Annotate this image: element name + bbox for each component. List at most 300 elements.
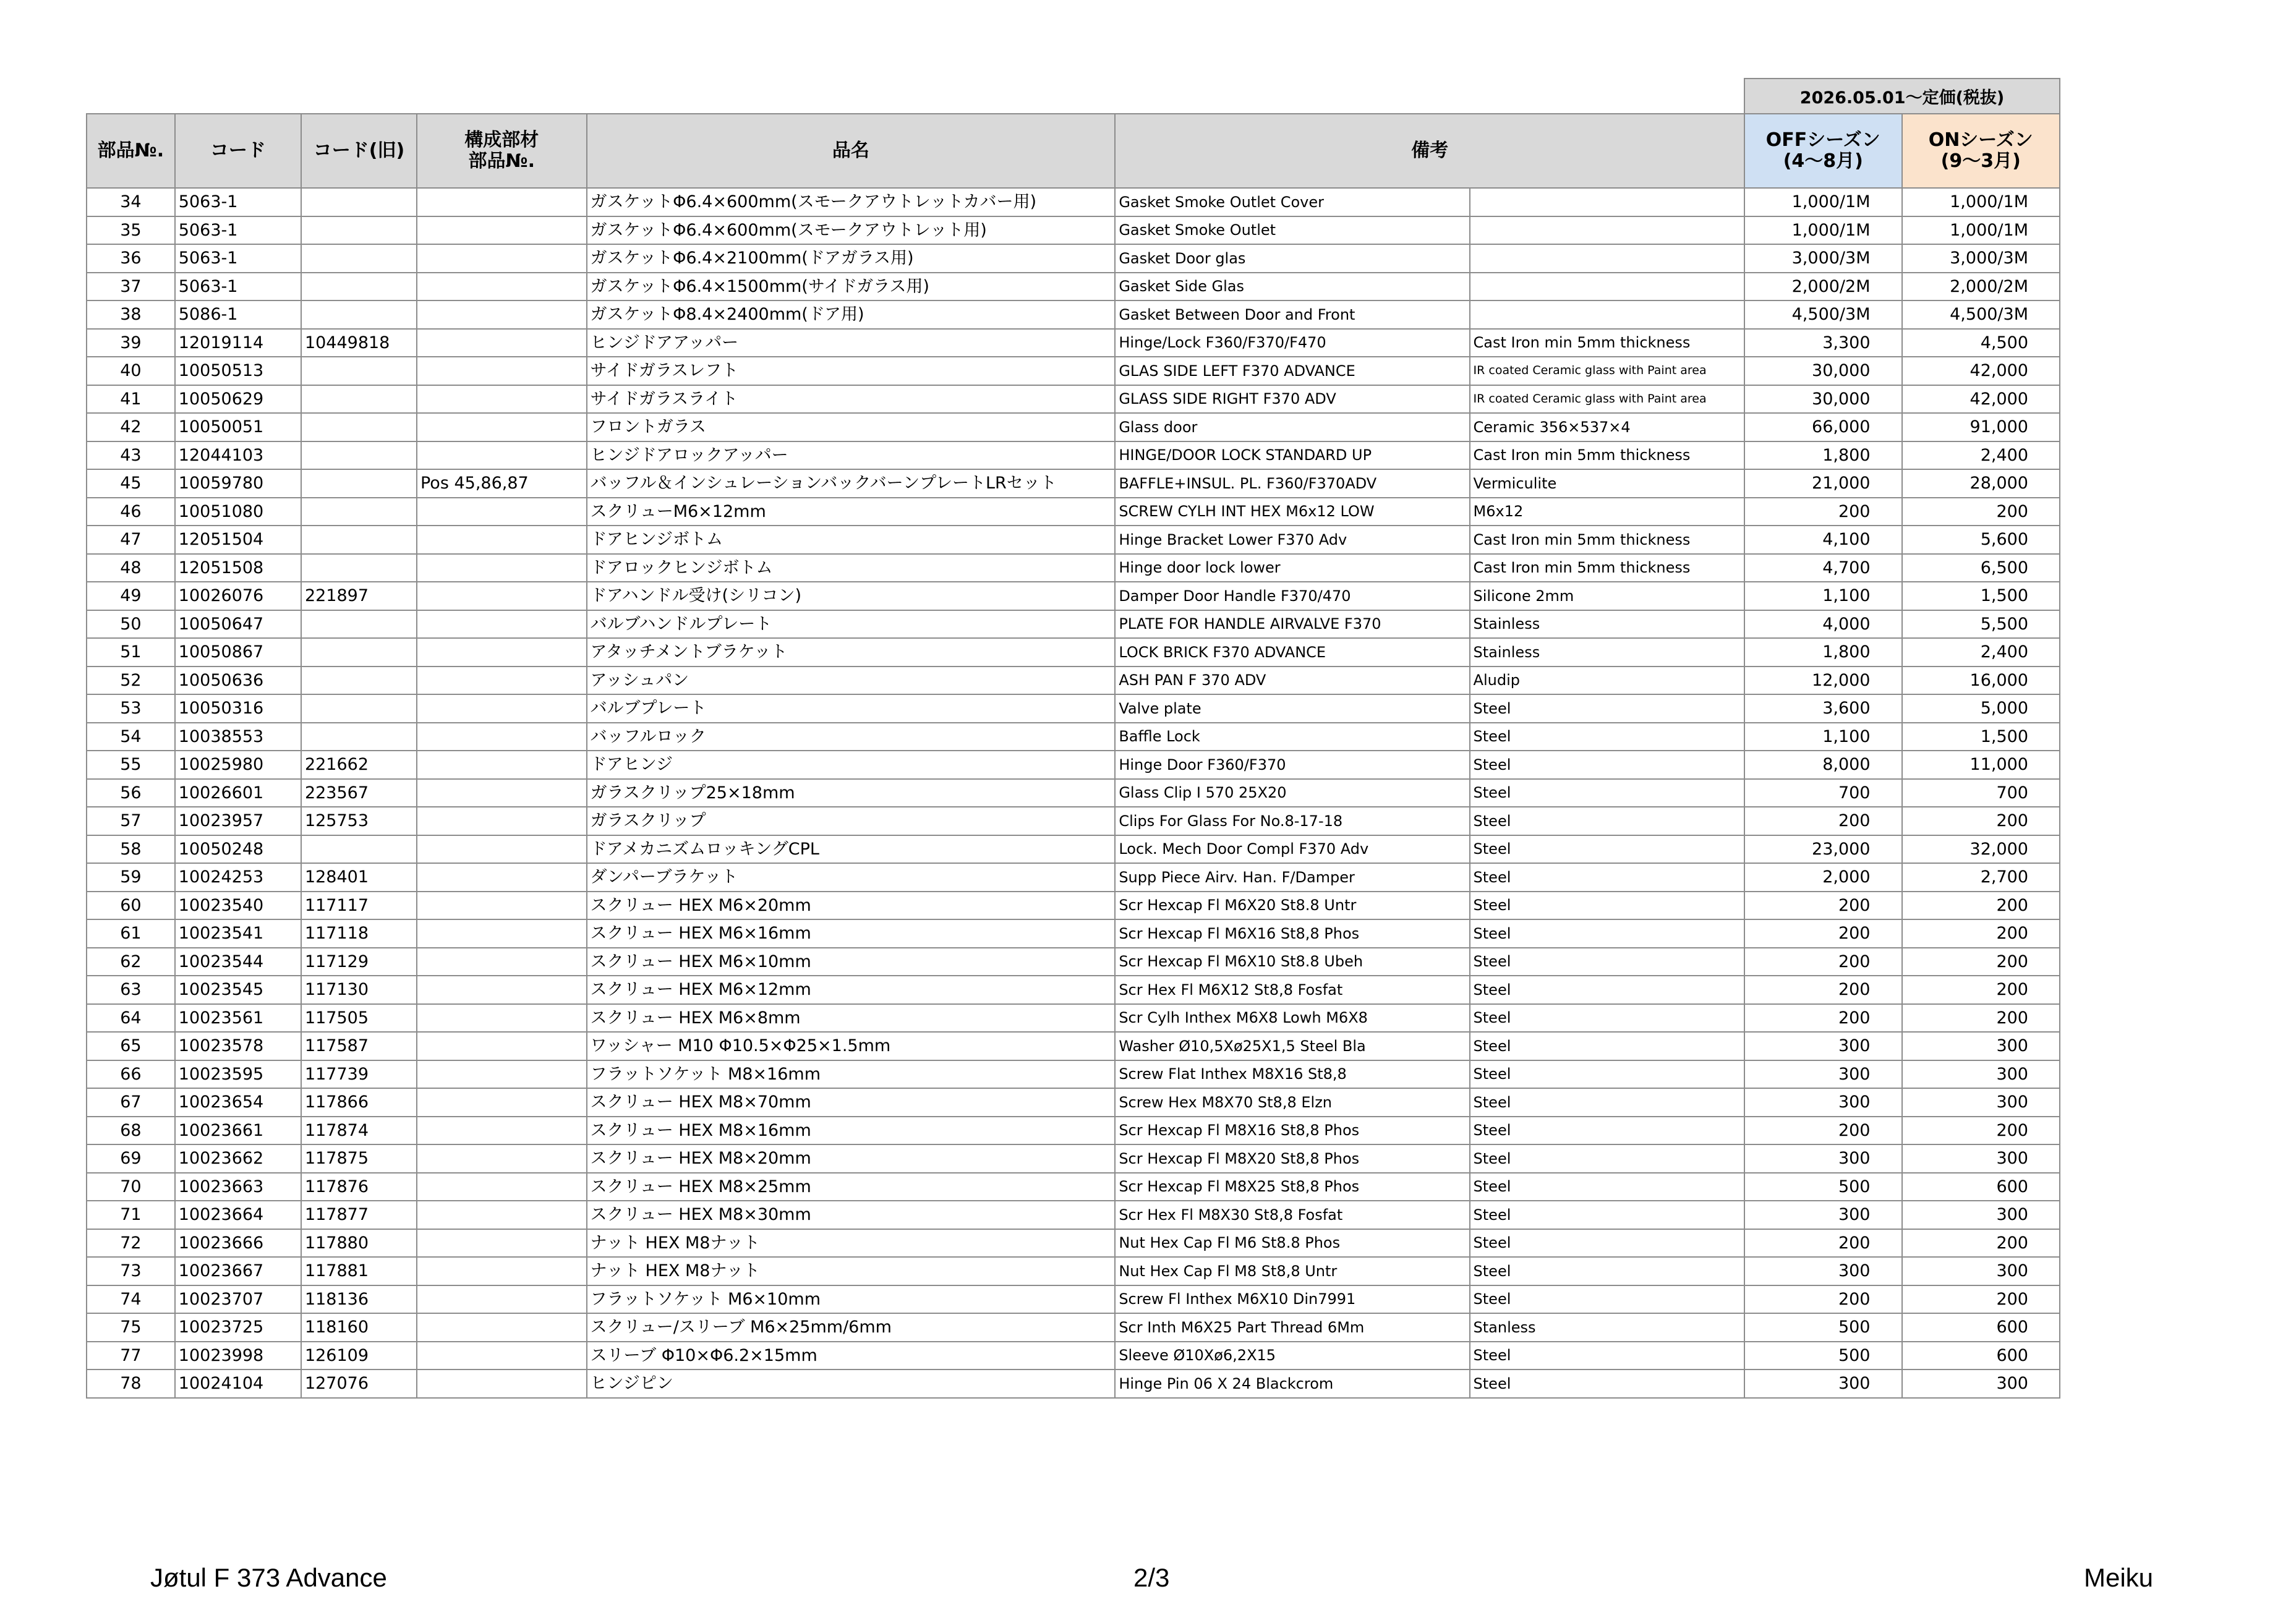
cell-on-season-price: 32,000 (1902, 835, 2060, 864)
cell-off-season-price: 200 (1744, 1117, 1901, 1145)
cell-code-old: 127076 (301, 1370, 417, 1398)
cell-part-no: 40 (87, 357, 175, 385)
cell-name: ドアヒンジボトム (587, 526, 1116, 554)
cell-material-note: Steel (1470, 1032, 1745, 1060)
table-row (87, 469, 2060, 498)
cell-english-name: Glass Clip I 570 25X20 (1115, 779, 1469, 807)
cell-off-season-price: 300 (1744, 1032, 1901, 1060)
cell-on-season-price: 200 (1902, 1285, 2060, 1314)
cell-off-season-price: 12,000 (1744, 667, 1901, 695)
col-on-line2: (9～3月) (1940, 150, 2021, 172)
table-row (87, 498, 2060, 526)
cell-component (417, 919, 587, 948)
cell-on-season-price: 200 (1902, 1004, 2060, 1033)
cell-name: ダンパーブラケット (587, 863, 1116, 892)
cell-code-old: 117866 (301, 1088, 417, 1117)
cell-code: 10023667 (175, 1257, 301, 1285)
cell-name: ドアメカニズムロッキングCPL (587, 835, 1116, 864)
cell-material-note: Steel (1470, 694, 1745, 723)
cell-material-note: Steel (1470, 1173, 1745, 1201)
cell-code-old (301, 498, 417, 526)
cell-english-name: Gasket Smoke Outlet Cover (1115, 188, 1469, 216)
cell-off-season-price: 300 (1744, 1370, 1901, 1398)
cell-component (417, 723, 587, 751)
cell-component (417, 1370, 587, 1398)
cell-component (417, 1342, 587, 1370)
cell-material-note: Steel (1470, 976, 1745, 1004)
cell-material-note: Ceramic 356×537×4 (1470, 413, 1745, 441)
col-part-no: 部品№. (87, 114, 175, 188)
cell-code-old: 117876 (301, 1173, 417, 1201)
cell-off-season-price: 1,100 (1744, 723, 1901, 751)
cell-code: 10050636 (175, 667, 301, 695)
cell-code: 10023544 (175, 948, 301, 976)
cell-off-season-price: 300 (1744, 1144, 1901, 1173)
table-row (87, 1088, 2060, 1117)
cell-english-name: SCREW CYLH INT HEX M6x12 LOW (1115, 498, 1469, 526)
cell-code: 10023725 (175, 1313, 301, 1342)
table-row (87, 835, 2060, 864)
cell-on-season-price: 1,000/1M (1902, 188, 2060, 216)
cell-component (417, 357, 587, 385)
cell-part-no: 67 (87, 1088, 175, 1117)
cell-english-name: Damper Door Handle F370/470 (1115, 582, 1469, 610)
cell-english-name: Scr Hexcap Fl M8X16 St8,8 Phos (1115, 1117, 1469, 1145)
cell-name: ドアヒンジ (587, 751, 1116, 779)
cell-code: 10023541 (175, 919, 301, 948)
cell-on-season-price: 16,000 (1902, 667, 2060, 695)
cell-code-old (301, 469, 417, 498)
cell-on-season-price: 2,400 (1902, 638, 2060, 667)
cell-component (417, 385, 587, 414)
cell-english-name: Hinge door lock lower (1115, 554, 1469, 582)
cell-code: 10023663 (175, 1173, 301, 1201)
cell-on-season-price: 2,400 (1902, 441, 2060, 470)
cell-off-season-price: 200 (1744, 919, 1901, 948)
cell-on-season-price: 300 (1902, 1370, 2060, 1398)
cell-on-season-price: 91,000 (1902, 413, 2060, 441)
header-spacer (87, 79, 1744, 114)
cell-on-season-price: 200 (1902, 1117, 2060, 1145)
cell-component (417, 610, 587, 639)
cell-name: スクリュー HEX M8×30mm (587, 1201, 1116, 1229)
col-on-season (1902, 114, 2060, 188)
cell-material-note: Steel (1470, 807, 1745, 835)
cell-material-note: Steel (1470, 1201, 1745, 1229)
cell-material-note: Steel (1470, 1229, 1745, 1258)
cell-code-old: 117118 (301, 919, 417, 948)
cell-english-name: Baffle Lock (1115, 723, 1469, 751)
cell-on-season-price: 200 (1902, 807, 2060, 835)
cell-component (417, 638, 587, 667)
cell-material-note (1470, 216, 1745, 245)
cell-material-note: Steel (1470, 1004, 1745, 1033)
cell-component (417, 779, 587, 807)
cell-off-season-price: 200 (1744, 892, 1901, 920)
cell-name: スリーブ Φ10×Φ6.2×15mm (587, 1342, 1116, 1370)
cell-part-no: 59 (87, 863, 175, 892)
cell-code: 10024104 (175, 1370, 301, 1398)
table-body (87, 188, 2060, 1398)
cell-name: ガスケットΦ8.4×2400mm(ドア用) (587, 300, 1116, 329)
cell-material-note: Steel (1470, 919, 1745, 948)
cell-off-season-price: 1,000/1M (1744, 188, 1901, 216)
cell-component (417, 892, 587, 920)
cell-on-season-price: 200 (1902, 1229, 2060, 1258)
cell-code: 12044103 (175, 441, 301, 470)
cell-code: 10023707 (175, 1285, 301, 1314)
cell-name: ドアハンドル受け(シリコン) (587, 582, 1116, 610)
cell-code-old (301, 667, 417, 695)
cell-name: フラットソケット M8×16mm (587, 1060, 1116, 1089)
cell-code: 10024253 (175, 863, 301, 892)
cell-on-season-price: 28,000 (1902, 469, 2060, 498)
cell-name: アッシュパン (587, 667, 1116, 695)
cell-material-note: Steel (1470, 1257, 1745, 1285)
cell-material-note (1470, 273, 1745, 301)
cell-component (417, 498, 587, 526)
cell-code: 10050629 (175, 385, 301, 414)
cell-code-old: 117739 (301, 1060, 417, 1089)
cell-component (417, 1004, 587, 1033)
cell-on-season-price: 600 (1902, 1173, 2060, 1201)
cell-material-note: Stainless (1470, 610, 1745, 639)
cell-on-season-price: 2,000/2M (1902, 273, 2060, 301)
cell-part-no: 36 (87, 244, 175, 273)
cell-off-season-price: 200 (1744, 1004, 1901, 1033)
cell-off-season-price: 4,700 (1744, 554, 1901, 582)
cell-part-no: 71 (87, 1201, 175, 1229)
cell-english-name: Nut Hex Cap Fl M8 St8,8 Untr (1115, 1257, 1469, 1285)
price-period-header: 2026.05.01～定価(税抜) (1744, 79, 2060, 114)
cell-english-name: Washer Ø10,5Xø25X1,5 Steel Bla (1115, 1032, 1469, 1060)
cell-code: 10023561 (175, 1004, 301, 1033)
cell-part-no: 34 (87, 188, 175, 216)
cell-code-old: 117877 (301, 1201, 417, 1229)
cell-material-note: Steel (1470, 892, 1745, 920)
cell-on-season-price: 200 (1902, 498, 2060, 526)
cell-code: 10023666 (175, 1229, 301, 1258)
cell-code-old: 117874 (301, 1117, 417, 1145)
cell-english-name: Scr Hexcap Fl M6X20 St8.8 Untr (1115, 892, 1469, 920)
cell-material-note: Stainless (1470, 638, 1745, 667)
cell-code: 5063-1 (175, 216, 301, 245)
table-row (87, 329, 2060, 357)
cell-code: 10026601 (175, 779, 301, 807)
cell-component (417, 1257, 587, 1285)
table-row (87, 526, 2060, 554)
cell-code: 10026076 (175, 582, 301, 610)
cell-off-season-price: 1,800 (1744, 441, 1901, 470)
cell-component (417, 1229, 587, 1258)
cell-part-no: 73 (87, 1257, 175, 1285)
cell-code-old: 125753 (301, 807, 417, 835)
cell-code-old (301, 610, 417, 639)
table-row (87, 1173, 2060, 1201)
cell-on-season-price: 700 (1902, 779, 2060, 807)
cell-part-no: 69 (87, 1144, 175, 1173)
cell-material-note: Steel (1470, 948, 1745, 976)
cell-material-note: M6x12 (1470, 498, 1745, 526)
cell-component (417, 582, 587, 610)
cell-name: スクリュー HEX M8×70mm (587, 1088, 1116, 1117)
table-row (87, 694, 2060, 723)
table-row (87, 1004, 2060, 1033)
cell-code-old: 126109 (301, 1342, 417, 1370)
table-row (87, 244, 2060, 273)
cell-name: スクリュー HEX M8×25mm (587, 1173, 1116, 1201)
cell-off-season-price: 8,000 (1744, 751, 1901, 779)
cell-off-season-price: 300 (1744, 1257, 1901, 1285)
cell-name: バルブプレート (587, 694, 1116, 723)
cell-name: ドアロックヒンジボトム (587, 554, 1116, 582)
cell-off-season-price: 500 (1744, 1342, 1901, 1370)
cell-component (417, 1032, 587, 1060)
cell-code-old (301, 694, 417, 723)
cell-name: ヒンジドアアッパー (587, 329, 1116, 357)
cell-name: スクリュー HEX M6×12mm (587, 976, 1116, 1004)
cell-code-old (301, 638, 417, 667)
cell-english-name: Scr Hexcap Fl M8X25 St8,8 Phos (1115, 1173, 1469, 1201)
col-remarks: 備考 (1115, 114, 1744, 188)
cell-material-note: Stanless (1470, 1313, 1745, 1342)
table-row (87, 1144, 2060, 1173)
cell-code-old (301, 244, 417, 273)
cell-english-name: Hinge/Lock F360/F370/F470 (1115, 329, 1469, 357)
cell-part-no: 66 (87, 1060, 175, 1089)
cell-code: 10050647 (175, 610, 301, 639)
cell-code-old (301, 385, 417, 414)
cell-on-season-price: 5,500 (1902, 610, 2060, 639)
cell-on-season-price: 300 (1902, 1032, 2060, 1060)
cell-name: ヒンジドアロックアッパー (587, 441, 1116, 470)
cell-part-no: 61 (87, 919, 175, 948)
cell-part-no: 42 (87, 413, 175, 441)
cell-part-no: 41 (87, 385, 175, 414)
footer-author: Meiku (2084, 1563, 2154, 1592)
cell-off-season-price: 4,100 (1744, 526, 1901, 554)
cell-code: 5063-1 (175, 188, 301, 216)
cell-code: 10023998 (175, 1342, 301, 1370)
cell-part-no: 77 (87, 1342, 175, 1370)
table-row (87, 1117, 2060, 1145)
cell-code-old: 118136 (301, 1285, 417, 1314)
cell-part-no: 47 (87, 526, 175, 554)
table-row (87, 779, 2060, 807)
cell-on-season-price: 2,700 (1902, 863, 2060, 892)
table-row (87, 554, 2060, 582)
cell-code: 10023661 (175, 1117, 301, 1145)
cell-part-no: 54 (87, 723, 175, 751)
cell-code-old (301, 216, 417, 245)
table-row (87, 751, 2060, 779)
cell-name: スクリュー HEX M8×16mm (587, 1117, 1116, 1145)
cell-component (417, 1060, 587, 1089)
cell-part-no: 70 (87, 1173, 175, 1201)
cell-name: フラットソケット M6×10mm (587, 1285, 1116, 1314)
cell-off-season-price: 300 (1744, 1060, 1901, 1089)
cell-part-no: 68 (87, 1117, 175, 1145)
cell-material-note: Steel (1470, 1144, 1745, 1173)
cell-on-season-price: 4,500/3M (1902, 300, 2060, 329)
cell-code-old (301, 723, 417, 751)
cell-code: 10038553 (175, 723, 301, 751)
cell-code-old: 117881 (301, 1257, 417, 1285)
cell-name: アタッチメントブラケット (587, 638, 1116, 667)
cell-off-season-price: 2,000/2M (1744, 273, 1901, 301)
cell-material-note (1470, 244, 1745, 273)
column-header-row (87, 114, 2060, 188)
cell-part-no: 49 (87, 582, 175, 610)
cell-material-note: Steel (1470, 779, 1745, 807)
cell-english-name: Gasket Side Glas (1115, 273, 1469, 301)
cell-code-old: 221897 (301, 582, 417, 610)
table-row (87, 300, 2060, 329)
cell-code: 12051508 (175, 554, 301, 582)
cell-component (417, 694, 587, 723)
cell-code: 10023545 (175, 976, 301, 1004)
cell-on-season-price: 200 (1902, 892, 2060, 920)
cell-component (417, 948, 587, 976)
cell-off-season-price: 500 (1744, 1313, 1901, 1342)
cell-name: ナット HEX M8ナット (587, 1229, 1116, 1258)
cell-on-season-price: 200 (1902, 948, 2060, 976)
col-code: コード (175, 114, 301, 188)
cell-on-season-price: 42,000 (1902, 357, 2060, 385)
cell-part-no: 65 (87, 1032, 175, 1060)
cell-english-name: Scr Inth M6X25 Part Thread 6Mm (1115, 1313, 1469, 1342)
table-row (87, 1257, 2060, 1285)
cell-name: スクリュー HEX M8×20mm (587, 1144, 1116, 1173)
cell-component (417, 1117, 587, 1145)
cell-english-name: Scr Hex Fl M6X12 St8,8 Fosfat (1115, 976, 1469, 1004)
col-off-line2: (4～8月) (1783, 150, 1863, 172)
cell-part-no: 46 (87, 498, 175, 526)
cell-material-note: Steel (1470, 1342, 1745, 1370)
table-row (87, 413, 2060, 441)
cell-english-name: BAFFLE+INSUL. PL. F360/F370ADV (1115, 469, 1469, 498)
cell-off-season-price: 500 (1744, 1173, 1901, 1201)
cell-material-note: Steel (1470, 1370, 1745, 1398)
cell-off-season-price: 21,000 (1744, 469, 1901, 498)
cell-part-no: 64 (87, 1004, 175, 1033)
table-row (87, 1285, 2060, 1314)
cell-on-season-price: 600 (1902, 1342, 2060, 1370)
cell-name: バルブハンドルプレート (587, 610, 1116, 639)
cell-material-note: IR coated Ceramic glass with Paint area (1470, 385, 1745, 414)
cell-code: 12051504 (175, 526, 301, 554)
cell-component (417, 863, 587, 892)
cell-name: ガスケットΦ6.4×600mm(スモークアウトレットカバー用) (587, 188, 1116, 216)
col-off-line1: OFFシーズン (1765, 129, 1880, 151)
cell-name: ナット HEX M8ナット (587, 1257, 1116, 1285)
cell-code-old (301, 273, 417, 301)
cell-off-season-price: 200 (1744, 498, 1901, 526)
cell-code: 5063-1 (175, 244, 301, 273)
cell-code-old: 223567 (301, 779, 417, 807)
cell-on-season-price: 42,000 (1902, 385, 2060, 414)
cell-component (417, 329, 587, 357)
cell-name: ガラスクリップ25×18mm (587, 779, 1116, 807)
cell-part-no: 63 (87, 976, 175, 1004)
table-row (87, 667, 2060, 695)
cell-code-old: 10449818 (301, 329, 417, 357)
cell-on-season-price: 300 (1902, 1144, 2060, 1173)
cell-component (417, 1201, 587, 1229)
col-name: 品名 (587, 114, 1116, 188)
cell-on-season-price: 3,000/3M (1902, 244, 2060, 273)
cell-part-no: 58 (87, 835, 175, 864)
cell-name: スクリュー HEX M6×20mm (587, 892, 1116, 920)
cell-on-season-price: 200 (1902, 919, 2060, 948)
cell-on-season-price: 600 (1902, 1313, 2060, 1342)
cell-code-old: 221662 (301, 751, 417, 779)
cell-code: 10023595 (175, 1060, 301, 1089)
cell-code-old (301, 413, 417, 441)
cell-on-season-price: 4,500 (1902, 329, 2060, 357)
cell-off-season-price: 200 (1744, 1285, 1901, 1314)
cell-english-name: Scr Hexcap Fl M6X10 St8.8 Ubeh (1115, 948, 1469, 976)
cell-off-season-price: 3,600 (1744, 694, 1901, 723)
cell-code-old: 117880 (301, 1229, 417, 1258)
cell-english-name: Gasket Door glas (1115, 244, 1469, 273)
cell-component (417, 1173, 587, 1201)
cell-code-old: 117875 (301, 1144, 417, 1173)
cell-part-no: 43 (87, 441, 175, 470)
cell-material-note: Cast Iron min 5mm thickness (1470, 329, 1745, 357)
footer-page-number: 2/3 (1133, 1563, 1170, 1592)
cell-material-note (1470, 300, 1745, 329)
cell-material-note: Steel (1470, 1088, 1745, 1117)
cell-off-season-price: 1,800 (1744, 638, 1901, 667)
parts-price-table (86, 78, 2060, 1399)
col-component (417, 114, 587, 188)
cell-code: 5086-1 (175, 300, 301, 329)
cell-english-name: Lock. Mech Door Compl F370 Adv (1115, 835, 1469, 864)
cell-part-no: 48 (87, 554, 175, 582)
col-on-line1: ONシーズン (1928, 129, 2033, 151)
cell-on-season-price: 5,600 (1902, 526, 2060, 554)
cell-on-season-price: 200 (1902, 976, 2060, 1004)
cell-english-name: LOCK BRICK F370 ADVANCE (1115, 638, 1469, 667)
table-row (87, 610, 2060, 639)
cell-code-old: 117130 (301, 976, 417, 1004)
cell-component (417, 835, 587, 864)
cell-english-name: Gasket Between Door and Front (1115, 300, 1469, 329)
table-row (87, 385, 2060, 414)
cell-name: スクリューM6×12mm (587, 498, 1116, 526)
cell-code-old: 117117 (301, 892, 417, 920)
table-row (87, 807, 2060, 835)
cell-material-note: Steel (1470, 1060, 1745, 1089)
cell-part-no: 52 (87, 667, 175, 695)
cell-component (417, 1285, 587, 1314)
cell-name: ガスケットΦ6.4×1500mm(サイドガラス用) (587, 273, 1116, 301)
cell-code: 10050248 (175, 835, 301, 864)
cell-english-name: Scr Hexcap Fl M8X20 St8,8 Phos (1115, 1144, 1469, 1173)
cell-english-name: Hinge Door F360/F370 (1115, 751, 1469, 779)
cell-component (417, 976, 587, 1004)
table-row (87, 1313, 2060, 1342)
table-row (87, 1370, 2060, 1398)
cell-component (417, 554, 587, 582)
cell-component (417, 526, 587, 554)
table-row (87, 441, 2060, 470)
cell-off-season-price: 30,000 (1744, 385, 1901, 414)
table-row (87, 1201, 2060, 1229)
cell-off-season-price: 66,000 (1744, 413, 1901, 441)
cell-name: スクリュー HEX M6×10mm (587, 948, 1116, 976)
